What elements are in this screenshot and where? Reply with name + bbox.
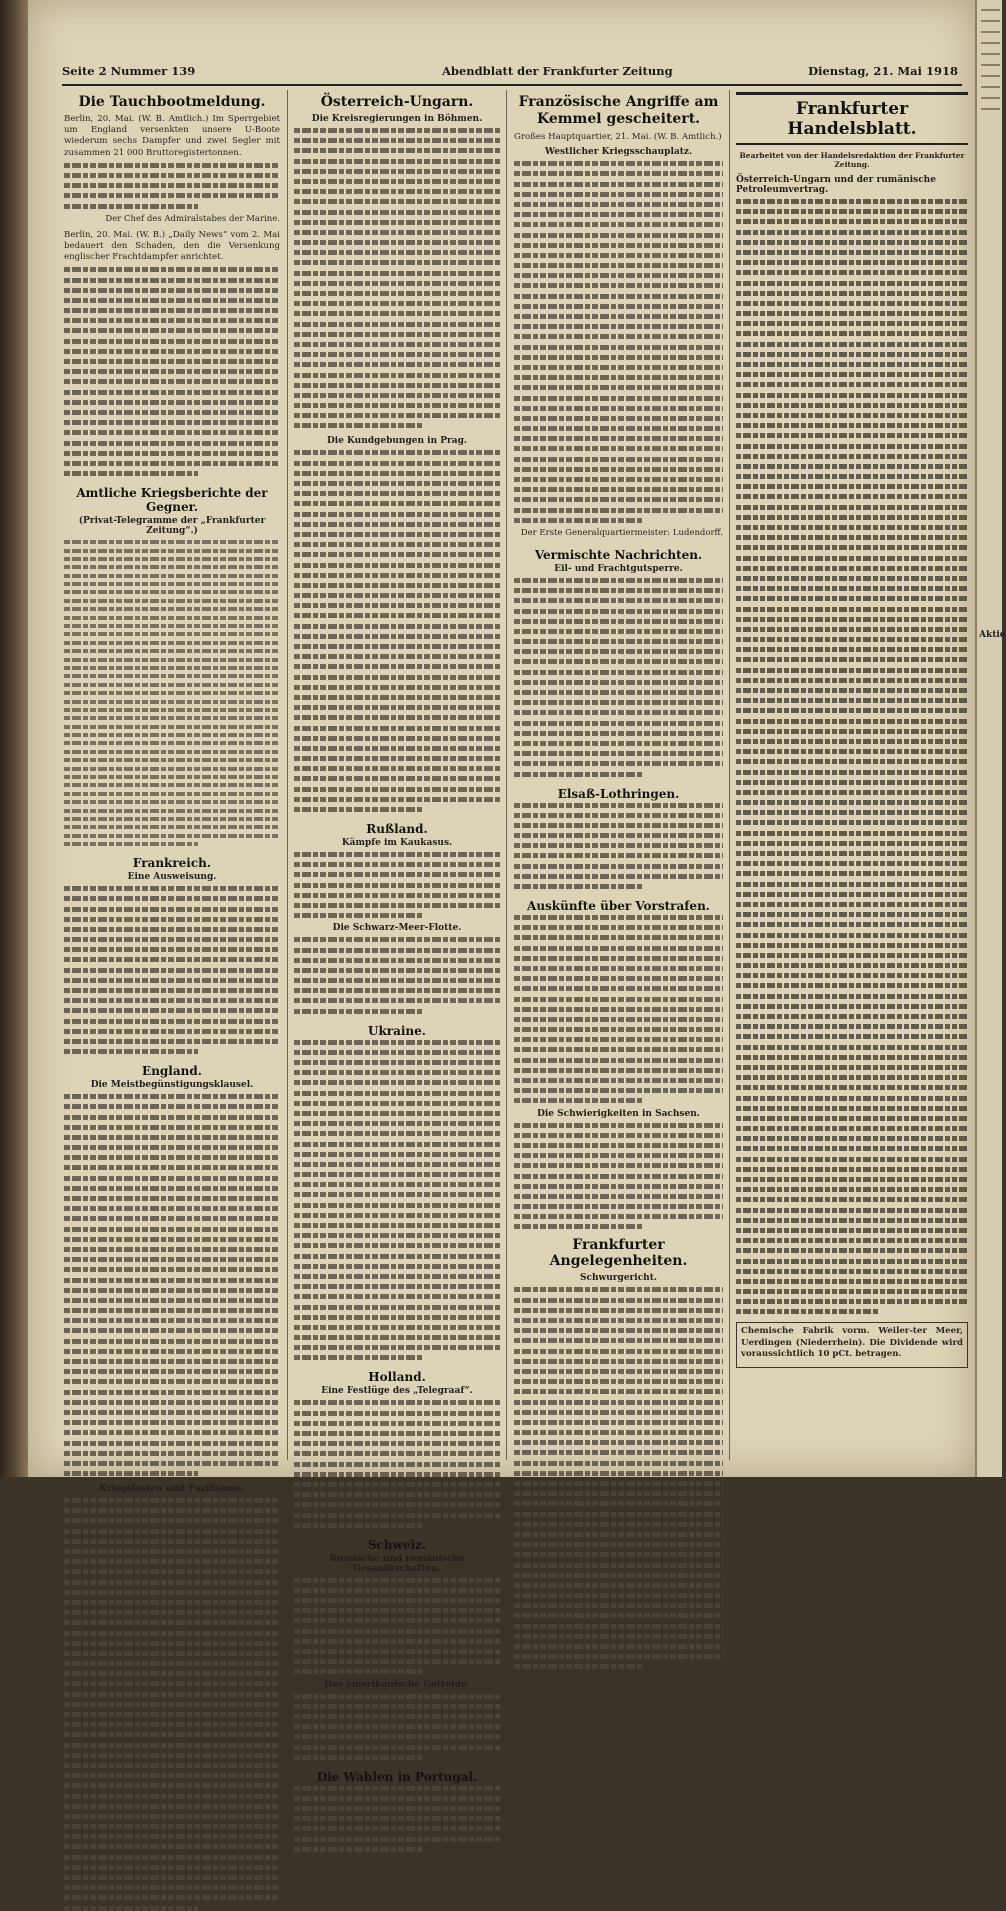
subheadline: Das amerikanische Getreide.: [324, 1679, 470, 1690]
column-rule: [287, 90, 288, 1460]
headline-kemmel: Französische Angriffe am Kemmel gescheitert.: [518, 94, 719, 127]
adjacent-page: [975, 0, 1006, 1477]
subheadline: Russische und rumänische Gesandtschaften.: [329, 1553, 465, 1574]
page-number: Seite 2 Nummer 139: [62, 64, 196, 78]
headline-vermischte: Vermischte Nachrichten.: [534, 547, 703, 562]
subheadline: Westlicher Kriegsschauplatz.: [544, 147, 693, 158]
column-rule: [506, 90, 507, 1460]
issue-date: Dienstag, 21. Mai 1918: [808, 64, 958, 78]
company-notice: [736, 1322, 968, 1368]
company-notice-text: Chemische Fabrik vorm. Weiler-ter Meer, Uerdingen (Niederrhein). Die Dividende wird voraussichtlich 10 pCt. betragen.: [741, 1326, 963, 1359]
subheadline: Kämpfe im Kaukasus.: [341, 838, 453, 848]
subheadline: Kriegslasten und Pazifismus.: [98, 1484, 246, 1495]
newspaper-page: [28, 0, 975, 1784]
headline-frankreich: Frankreich.: [132, 856, 212, 871]
adjacent-page-label: Aktie: [979, 630, 1006, 640]
book-spine: [0, 0, 28, 1477]
handelsblatt-subtitle: Bearbeitet von der Handelsredaktion der Frankfurter Zeitung.: [739, 151, 965, 169]
headline-kriegsberichte: Amtliche Kriegsberichte der Gegner.: [76, 486, 268, 515]
headline-frankfurter-angelegenheiten: Frankfurter Angelegenheiten.: [549, 1237, 688, 1270]
subheadline: (Privat-Telegramme der „Frankfurter Zeitung“.): [78, 516, 266, 537]
handelsblatt-title: Frankfurter Handelsblatt.: [736, 92, 968, 145]
headline-oesterreich: Österreich-Ungarn.: [320, 94, 474, 110]
paper-title: Abendblatt der Frankfurter Zeitung: [442, 64, 673, 78]
column-4: [736, 92, 968, 1462]
subheadline: Eine Ausweisung.: [127, 872, 217, 883]
subheadline: Die Kundgebungen in Prag.: [326, 436, 468, 447]
subheadline: Die Schwarz-Meer-Flotte.: [332, 923, 462, 934]
subheadline: Die Kreisregierungen in Böhmen.: [311, 114, 483, 124]
subheadline: Die Meistbegünstigungsklausel.: [90, 1080, 254, 1091]
article-lead: Berlin, 20. Mai. (W. B.) „Daily News“ vom 2. Mai bedauert den Schaden, den die Versenkung englischer Frachtdampfer anrichtet.: [64, 229, 280, 263]
signature: Der Chef des Admiralstabes der Marine.: [105, 213, 280, 224]
masthead: [62, 58, 962, 86]
headline-schweiz: Schweiz.: [367, 1537, 427, 1552]
subheadline: Österreich-Ungarn und der rumänische Petroleumvertrag.: [736, 175, 936, 195]
column-3: [514, 92, 723, 1462]
headline-portugal: Die Wahlen in Portugal.: [316, 1769, 478, 1784]
subheadline: Eil- und Frachtgutsperre.: [554, 563, 683, 574]
headline-england: England.: [142, 1064, 202, 1079]
headline-elsass: Elsaß-Lothringen.: [557, 786, 680, 801]
headline-holland: Holland.: [368, 1370, 426, 1385]
article-lead: Berlin, 20. Mai. (W. B. Amtlich.) Im Sperrgebiet um England versenkten unsere U-Boote wiederum sechs Dampfer und zwei Segler mit zusammen 21 000 Bruttoregistertonnen.: [64, 114, 280, 158]
article-lead: Großes Hauptquartier, 21. Mai. (W. B. Amtlich.): [514, 132, 722, 142]
column-2: [294, 92, 500, 1784]
headline-vorstrafen: Auskünfte über Vorstrafen.: [527, 899, 710, 914]
headline-ukraine: Ukraine.: [368, 1023, 426, 1038]
subheadline: Schwurgericht.: [579, 1273, 658, 1284]
subheadline: Die Schwierigkeiten in Sachsen.: [537, 1108, 700, 1119]
column-1: [64, 92, 280, 1495]
headline-tauchboot: Die Tauchbootmeldung.: [78, 94, 266, 110]
headline-russland: Rußland.: [366, 822, 428, 836]
signature: Der Erste Generalquartiermeister: Ludendorff.: [520, 527, 723, 538]
subheadline: Eine Festlüge des „Telegraaf“.: [321, 1386, 473, 1397]
column-rule: [729, 90, 730, 1460]
